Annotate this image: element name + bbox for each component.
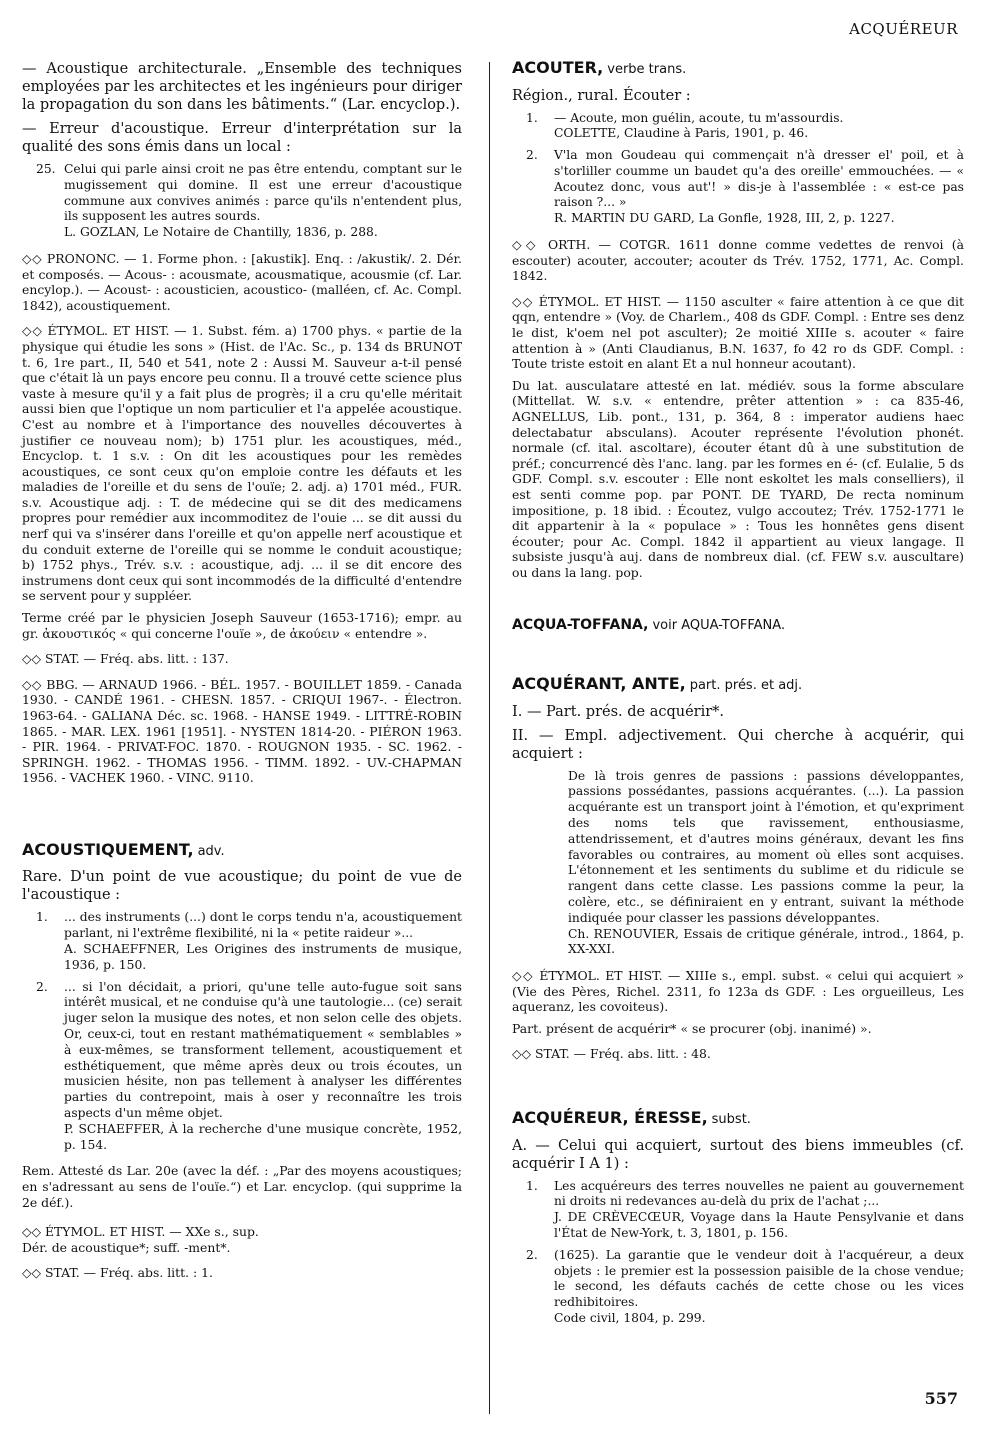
acouter-etymologie: ◇◇ ÉTYMOL. ET HIST. — 1150 asculter « faire attention à ce que dit qqn, entendre » (Voy. de Charlem., 408 ds GDF. Compl. : Entre ses denz le dist, k'oem nel pot asculter); 2e moitié XIIIe s. acouter « faire attention à » (Anti Claudianus, B.N. 1637, fo 42 ro ds GDF. Compl. : Toute triste estoit en alant Et a nul honneur acoutant). — [512, 293, 964, 372]
page-number: 557 — [924, 1389, 958, 1408]
headword-acquerant: ACQUÉRANT, ANTE, part. prés. et adj. — [512, 674, 803, 694]
example-25: 25. Celui qui parle ainsi croit ne pas être entendu, comptant sur le mugissement qui domine. Il est une erreur d'acoustique commune aux convives animés : parce qu'ils n'entendent plus, ils supposent les autres sourds. L. GOZLAN, Le Notaire de Chantilly, 1836, p. 288. — [36, 162, 462, 240]
headword-acquereur: ACQUÉREUR, ÉRESSE, subst. — [512, 1108, 751, 1128]
acouter-orthographe: ◇◇ ORTH. — COTGR. 1611 donne comme vedettes de renvoi (à escouter) acouter, accouter; acouter ds Trév. 1752, 1771, Ac. Compl. 1842. — [512, 237, 964, 284]
statistique-acoustiquement: ◇◇ STAT. — Fréq. abs. litt. : 1. — [22, 1265, 213, 1281]
headword-acouter: ACOUTER, verbe trans. — [512, 58, 687, 77]
acouter-definition: Région., rural. Écouter : — [512, 87, 691, 104]
acquerant-example: De là trois genres de passions : passions développantes, passions possédantes, passions acquérantes. (...). La passion acquérante est un transport joint à l'émotion, et qu'expriment des noms tels que ravissement, enthousiasme, attendrissement, et d'autres moins généraux, devant les fins favorables ou contraires, au moment où elles sont acquises. L'étonnement et les sentiments du sublime et du ridicule se rangent dans cette classe. Les passions comme la peur, la colère, etc., se définiraient en y entrant, suivant la méthode indiquée pour classer les passions développantes. Ch. RENOUVIER, Essais de critique générale, introd., 1864, p. XX-XXI. — [568, 768, 964, 957]
etymologie-suite: Terme créé par le physicien Joseph Sauveur (1653-1716); empr. au gr. ἀκουστικός « qui concerne l'ouïe », de ἀκούειν « entendre ». — [22, 610, 462, 641]
remarque: Rem. Attesté ds Lar. 20e (avec la déf. : „Par des moyens acoustiques; en s'adressant au sens de l'ouïe.“) et Lar. encyclop. (qui supprime la 2e déf.). — [22, 1163, 462, 1210]
acquerant-etymologie: ◇◇ ÉTYMOL. ET HIST. — XIIIe s., empl. subst. « celui qui acquiert » (Vie des Pères, Richel. 2311, fo 123a ds GDF. : Les orgueilleus, Les aqueranz, les covoiteus). — [512, 968, 964, 1015]
acouter-example-1: 1. — Acoute, mon guélin, acoute, tu m'assourdis. COLETTE, Claudine à Paris, 1901, p. 46. — [526, 110, 844, 141]
etymologie-acoustiquement: ◇◇ ÉTYMOL. ET HIST. — XXe s., sup. — [22, 1224, 259, 1240]
etymologie-acoustiquement-suite: Dér. de acoustique*; suff. -ment*. — [22, 1239, 231, 1255]
acquerant-sense-1: I. — Part. prés. de acquérir*. — [512, 703, 725, 720]
acoustiquement-definition: Rare. D'un point de vue acoustique; du point de vue de l'acoustique : — [22, 869, 462, 904]
headword-acoustiquement: ACOUSTIQUEMENT, adv. — [22, 839, 225, 859]
acquerant-etymologie-suite: Part. présent de acquérir* « se procurer (obj. inanimé) ». — [512, 1020, 872, 1036]
acoustique-architecturale: — Acoustique architecturale. „Ensemble des techniques employées par les architectes et les ingénieurs pour diriger la propagation du son dans les bâtiments.“ (Lar. encyclop.). — [22, 61, 462, 113]
column-divider — [489, 62, 490, 1414]
acouter-example-2: 2. V'la mon Goudeau qui commençait n'à dresser el' poil, et à s'torliller coumme un baudet qu'a des oreille' emmouchées. — « Acoutez donc, vous aut'! » dis-je à l'assemblée : « est-ce pas raison ?... » R. MARTIN DU GARD, La Gonfle, 1928, III, 2, p. 1227. — [526, 148, 964, 226]
prononciation: ◇◇ PRONONC. — 1. Forme phon. : [akustik]. Enq. : /akustik/. 2. Dér. et composés. — Acous- : acousmate, acousmatique, acousmie (cf. Lar. encylop.). — Acoust- : acousticien, acoustico- (malléen, cf. Ac. Compl. 1842), acoustiquement. — [22, 250, 462, 313]
acquereur-example-2: 2. (1625). La garantie que le vendeur doit à l'acquéreur, a deux objets : le premier est la possession paisible de la chose vendue; le second, les défauts cachés de cette chose ou les vices redhibitoires. Code civil, 1804, p. 299. — [526, 1247, 964, 1325]
example-2: 2. ... si l'on décidait, a priori, qu'une telle auto-fugue soit sans intérêt musical, et ne conduise qu'à une tautologie... (ce) serait juger selon la musique des notes, et non selon celle des objets. Or, ceux-ci, tout en restant mathématiquement « semblables » à eux-mêmes, se transforment tellement, acoustiquement et esthétiquement, que même après deux ou trois écoutes, un musicien hésite, non pas tellement à analyser les différentes parties du contrepoint, mais à oser y reconnaître les trois aspects d'un même objet. P. SCHAEFFER, À la recherche d'une musique concrète, 1952, p. 154. — [36, 979, 462, 1152]
statistique: ◇◇ STAT. — Fréq. abs. litt. : 137. — [22, 651, 229, 667]
headword-acqua-toffana: ACQUA-TOFFANA, voir AQUA-TOFFANA. — [512, 616, 786, 633]
right-column — [512, 60, 964, 1333]
etymologie: ◇◇ ÉTYMOL. ET HIST. — 1. Subst. fém. a) 1700 phys. « partie de la physique qui étudie les sons » (Hist. de l'Ac. Sc., p. 134 ds BRUNOT t. 6, 1re part., II, 540 et 541, note 2 : Aussi M. Sauveur a-t-il pensé que c'était là un pays encore peu connu. Il a trouvé cette science plus vaste à mesure qu'il y a fait plus de progrès; il a cru qu'elle méritait aussi bien que l'optique un nom particulier et l'a appelée acoustique. C'est au nombre et à l'importance des nouvelles découvertes à justifier ce nouveau nom); b) 1751 plur. les acoustiques, méd., Encyclop. t. 1 s.v. : On dit les acoustiques pour les remèdes acoustiques, ce sont ceux qu'on emploie contre les défauts et les maladies de l'oreille et du sens de l'ouïe; 2. adj. a) 1701 méd., FUR. s.v. Acoustique adj. : T. de médecine qui se dit des medicamens propres pour remédier aux incommoditez de l'ouie ... se dit aussi du nerf qui va s'insérer dans l'oreille et qu'on appelle nerf acoustique et du conduit externe de l'oreille qui se nomme le conduit acoustique; b) 1752 phys., Trév. s.v. : acoustique, adj. ... il se dit encore des instrumens dont ceux qui sont incommodés de la difficulté d'entendre se servent pour y suppléer. — [22, 323, 462, 604]
running-head: ACQUÉREUR — [849, 20, 958, 38]
left-column — [22, 60, 462, 1287]
acquerant-statistique: ◇◇ STAT. — Fréq. abs. litt. : 48. — [512, 1046, 711, 1062]
example-1: 1. ... des instruments (...) dont le corps tendu n'a, acoustiquement parlant, ni l'extrême flexibilité, ni la « petite raideur »... A. SCHAEFFNER, Les Origines des instruments de musique, 1936, p. 150. — [36, 910, 462, 972]
bibliographie: ◇◇ BBG. — ARNAUD 1966. - BÉL. 1957. - BOUILLET 1859. - Canada 1930. - CANDÉ 1961. - CHESN. 1857. - CRIQUI 1967-. - Électron. 1963-64. - GALIANA Déc. sc. 1968. - HANSE 1949. - LITTRÉ-ROBIN 1865. - MAR. LEX. 1961 [1951]. - NYSTEN 1814-20. - PIÉRON 1963. - PIR. 1964. - PRIVAT-FOC. 1870. - ROUGNON 1935. - SC. 1962. - SPRINGH. 1962. - THOMAS 1956. - TIMM. 1892. - UV.-CHAPMAN 1956. - VACHEK 1960. - VINC. 9110. — [22, 676, 462, 786]
erreur-acoustique: — Erreur d'acoustique. Erreur d'interprétation sur la qualité des sons émis dans un local : — [22, 121, 462, 155]
acquereur-sense-a: A. — Celui qui acquiert, surtout des biens immeubles (cf. acquérir I A 1) : — [512, 1137, 964, 1172]
acouter-etymologie-suite: Du lat. ausculatare attesté en lat. médiév. sous la forme absculare (Mittellat. W. s.v. « entendre, prêter attention » : ca 835-46, AGNELLUS, Lib. pont., 131, p. 364, 8 : imperator audiens haec delectabatur absculans). Acouter représente l'évolution phonét. normale (cf. ital. ascoltare), écouter étant dû à une substitution de préf.; concurrencé dès l'anc. lang. par les formes en é- (cf. Eulalie, 5 ds GDF. Compl. s.v. escouter : Elle nont eskoltet les mals conselliers), il est senti comme pop. par PONT. DE TYARD, De recta nominum impositione, p. 18 ibid. : Écoutez, vulgo accoutez; Trév. 1752-1771 le dit appartenir à la « populace » : Tous les honnêtes gens disent écouter; pour Ac. Compl. 1842 il appartient au vieux langage. Il subsiste jusqu'à auj. dans de nombreux dial. (cf. FEW s.v. auscultare) ou dans la lang. pop. — [512, 377, 964, 580]
acquereur-example-1: 1. Les acquéreurs des terres nouvelles ne paient au gouvernement ni droits ni redevances au-delà du prix de l'achat ;... J. DE CRÈVECŒUR, Voyage dans la Haute Pensylvanie et dans l'État de New-York, t. 3, 1801, p. 156. — [526, 1178, 964, 1240]
acquerant-sense-2: II. — Empl. adjectivement. Qui cherche à acquérir, qui acquiert : — [512, 727, 964, 762]
